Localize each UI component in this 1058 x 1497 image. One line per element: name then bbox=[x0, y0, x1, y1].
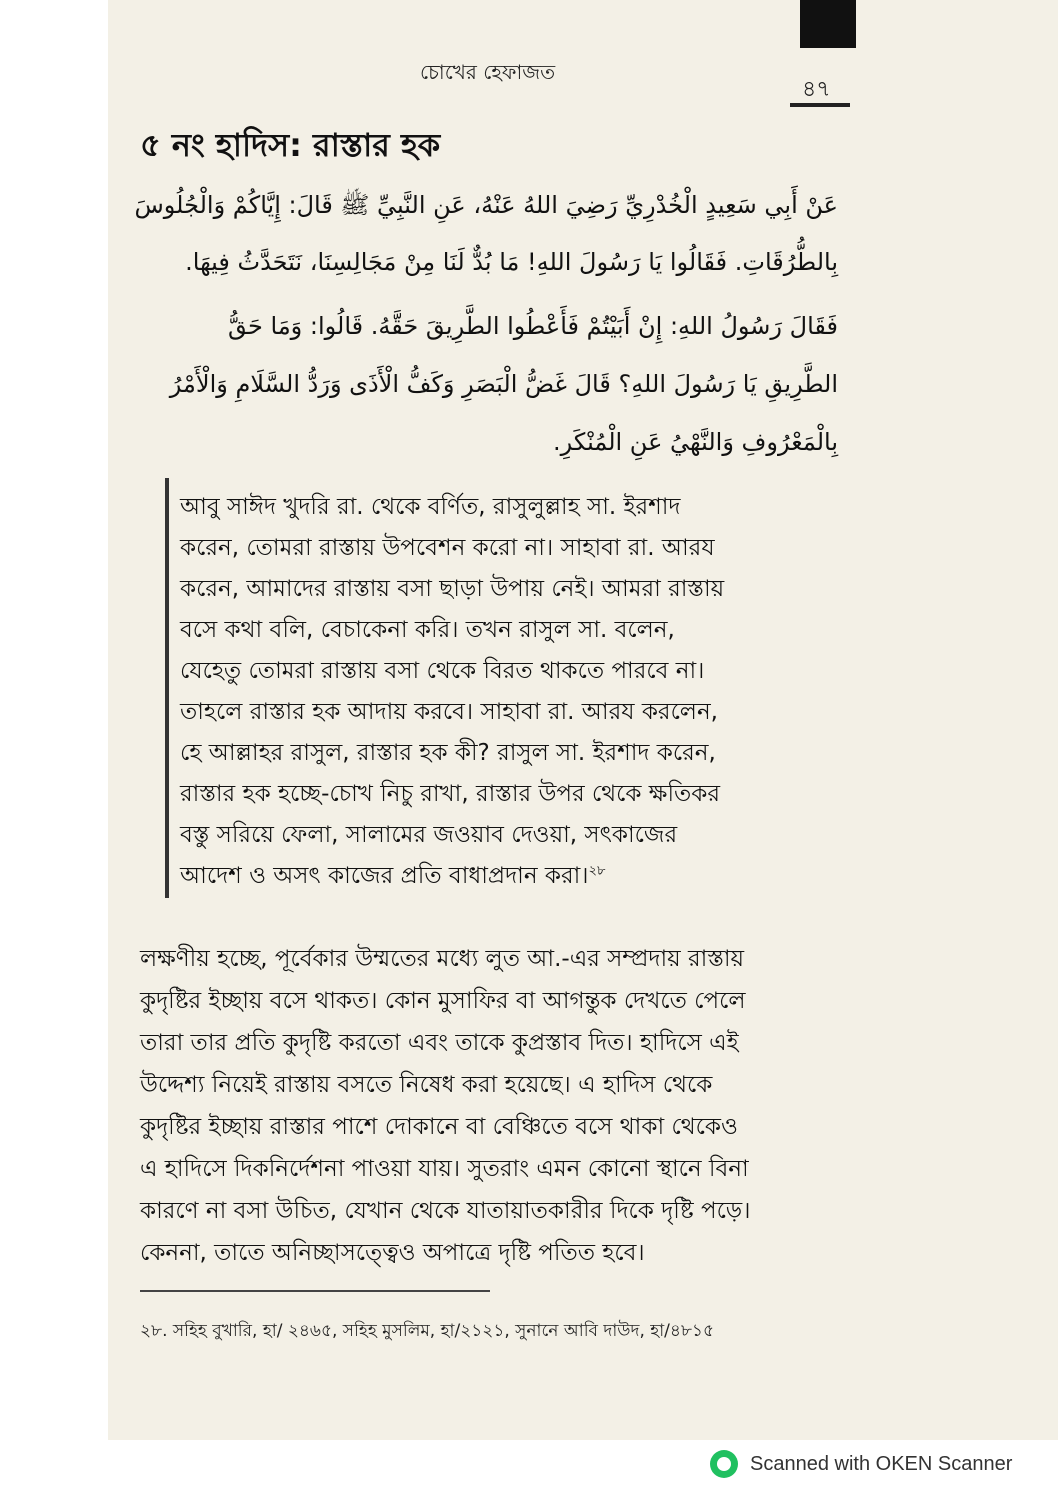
footnote-marker: ২৮ bbox=[588, 863, 606, 879]
body-line: এ হাদিসে দিকনির্দেশনা পাওয়া যায়। সুতরাং এমন কোনো স্থানে বিনা bbox=[140, 1156, 749, 1182]
header-rule bbox=[790, 103, 850, 107]
body-line: কুদৃষ্টির ইচ্ছায় বসে থাকত। কোন মুসাফির বা আগন্তুক দেখতে পেলে bbox=[140, 988, 746, 1014]
translation-line: হে আল্লাহর রাসুল, রাস্তার হক কী? রাসুল সা. ইরশাদ করেন, bbox=[180, 740, 716, 766]
body-line: তারা তার প্রতি কুদৃষ্টি করতো এবং তাকে কুপ্রস্তাব দিত। হাদিসে এই bbox=[140, 1030, 739, 1056]
translation-line: করেন, আমাদের রাস্তায় বসা ছাড়া উপায় নেই। আমরা রাস্তায় bbox=[180, 576, 725, 602]
body-line: লক্ষণীয় হচ্ছে, পূর্বেকার উম্মতের মধ্যে লুত আ.-এর সম্প্রদায় রাস্তায় bbox=[140, 946, 745, 972]
body-line: কুদৃষ্টির ইচ্ছায় রাস্তার পাশে দোকানে বা বেঞ্চিতে বসে থাকা থেকেও bbox=[140, 1114, 738, 1140]
section-title: ৫ নং হাদিস: রাস্তার হক bbox=[140, 126, 441, 164]
page-corner-bar bbox=[800, 0, 856, 48]
translation-line: আবু সাঈদ খুদরি রা. থেকে বর্ণিত, রাসুলুল্লাহ সা. ইরশাদ bbox=[180, 494, 681, 520]
body-line: উদ্দেশ্য নিয়েই রাস্তায় বসতে নিষেধ করা হয়েছে। এ হাদিস থেকে bbox=[140, 1072, 713, 1098]
translation-line: রাস্তার হক হচ্ছে-চোখ নিচু রাখা, রাস্তার উপর থেকে ক্ষতিকর bbox=[180, 781, 721, 807]
oken-logo-icon bbox=[710, 1450, 738, 1478]
arabic-line: فَقَالَ رَسُولُ اللهِ: إِنْ أَبَيْتُمْ فَأَعْطُوا الطَّرِيقَ حَقَّهُ. قَالُوا: وَمَا حَقُّ bbox=[228, 312, 838, 340]
body-line: কারণে না বসা উচিত, যেখান থেকে যাতায়াতকারীর দিকে দৃষ্টি পড়ে। bbox=[140, 1198, 751, 1224]
translation-line: যেহেতু তোমরা রাস্তায় বসা থেকে বিরত থাকতে পারবে না। bbox=[180, 658, 705, 684]
translation-line: বস্তু সরিয়ে ফেলা, সালামের জওয়াব দেওয়া, সৎকাজের bbox=[180, 822, 678, 848]
arabic-line: بِالطُّرُقَاتِ. فَقَالُوا يَا رَسُولَ اللهِ! مَا بُدٌّ لَنَا مِنْ مَجَالِسِنَا، نَتَحَدَّثُ فِيهَا. bbox=[185, 248, 838, 276]
body-line: কেননা, তাতে অনিচ্ছাসত্ত্বেও অপাত্রে দৃষ্টি পতিত হবে। bbox=[140, 1240, 645, 1266]
translation-line-last bbox=[180, 857, 605, 896]
footnote-rule bbox=[140, 1290, 490, 1292]
translation-line: বসে কথা বলি, বেচাকেনা করি। তখন রাসুল সা. বলেন, bbox=[180, 617, 675, 643]
translation-text: আদেশ ও অসৎ কাজের প্রতি বাধাপ্রদান করা। bbox=[180, 863, 589, 889]
translation-line: করেন, তোমরা রাস্তায় উপবেশন করো না। সাহাবা রা. আরয bbox=[180, 535, 715, 561]
watermark-text: Scanned with OKEN Scanner bbox=[750, 1452, 1013, 1475]
arabic-line: عَنْ أَبِي سَعِيدٍ الْخُدْرِيِّ رَضِيَ اللهُ عَنْهُ، عَنِ النَّبِيِّ ﷺ قَالَ: إِيَّاكُمْ وَالْجُلُوسَ bbox=[134, 191, 838, 219]
arabic-line: بِالْمَعْرُوفِ وَالنَّهْيُ عَنِ الْمُنْكَرِ. bbox=[552, 428, 838, 456]
translation-line: তাহলে রাস্তার হক আদায় করবে। সাহাবা রা. আরয করলেন, bbox=[180, 699, 718, 725]
arabic-line: الطَّرِيقِ يَا رَسُولَ اللهِ؟ قَالَ غَضُّ الْبَصَرِ وَكَفُّ الْأَذَى وَرَدُّ السَّلَامِ وَالْأَمْرُ bbox=[169, 370, 838, 398]
running-head: চোখের হেফাজত bbox=[420, 60, 556, 84]
scanner-watermark bbox=[710, 1450, 1012, 1478]
page-number: ৪৭ bbox=[802, 77, 831, 102]
footnote: ২৮. সহিহ বুখারি, হা/ ২৪৬৫, সহিহ মুসলিম, হা/২১২১, সুনানে আবি দাউদ, হা/৪৮১৫ bbox=[140, 1321, 714, 1341]
